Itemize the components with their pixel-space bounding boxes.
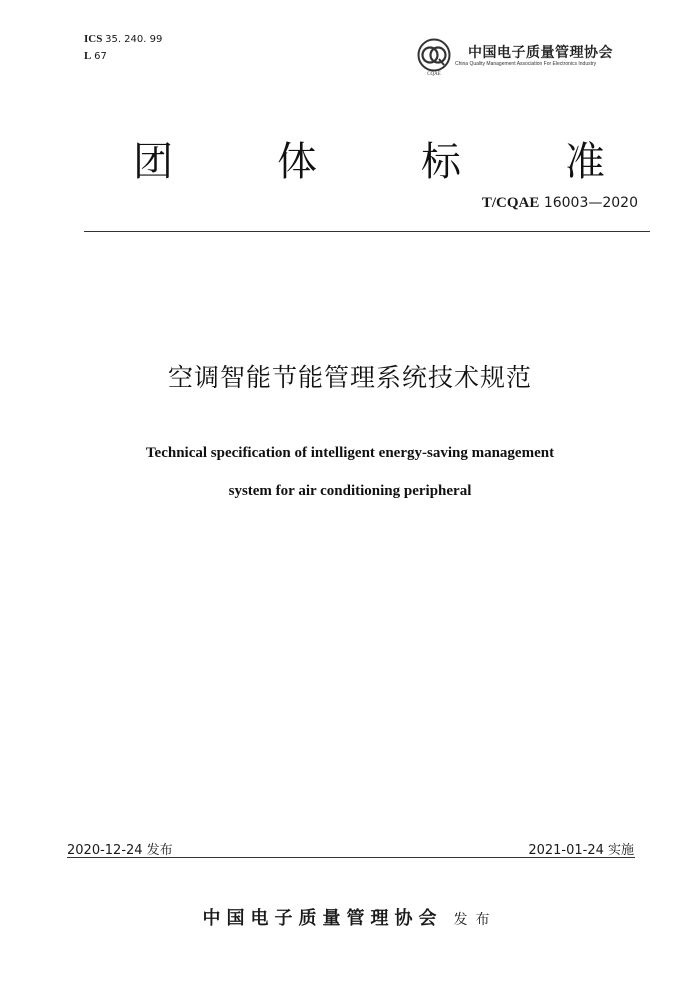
standard-type-char-2: 体 xyxy=(277,139,317,185)
ccs-value: 67 xyxy=(94,51,107,62)
standard-number-prefix: T/CQAE xyxy=(481,195,540,211)
issuer-org: 中国电子质量管理协会 xyxy=(202,908,443,929)
logo-name-en: China Quality Management Association For Electronics Industry xyxy=(455,61,597,67)
standard-type-char-3: 标 xyxy=(421,139,461,185)
document-title-en-line2: system for air conditioning peripheral xyxy=(228,483,472,499)
ics-label: ICS xyxy=(84,33,103,45)
ics-code xyxy=(84,32,162,47)
issuer-line xyxy=(0,904,700,930)
document-title-cn: 空调智能节能管理系统技术规范 xyxy=(167,363,532,392)
standard-type-char-1: 团 xyxy=(133,139,173,185)
standard-number-value: 16003—2020 xyxy=(543,195,638,211)
document-title-en-line1: Technical specification of intelligent energy-saving management xyxy=(145,445,555,461)
standard-type-char-4: 准 xyxy=(565,139,605,185)
implement-date: 2021-01-24 实施 xyxy=(528,843,634,858)
ccs-code xyxy=(84,49,107,64)
ics-value: 35. 240. 99 xyxy=(105,34,163,45)
header-divider xyxy=(84,231,650,232)
ccs-label: L xyxy=(84,50,92,62)
logo-mark-text: CQAE xyxy=(427,72,441,77)
footer-divider xyxy=(67,857,635,858)
logo-name-cn: 中国电子质量管理协会 xyxy=(468,45,613,61)
cqae-logo-icon xyxy=(417,38,451,72)
publish-date: 2020-12-24 发布 xyxy=(67,843,173,858)
standard-number xyxy=(482,195,638,212)
issuer-action: 发布 xyxy=(453,912,498,928)
